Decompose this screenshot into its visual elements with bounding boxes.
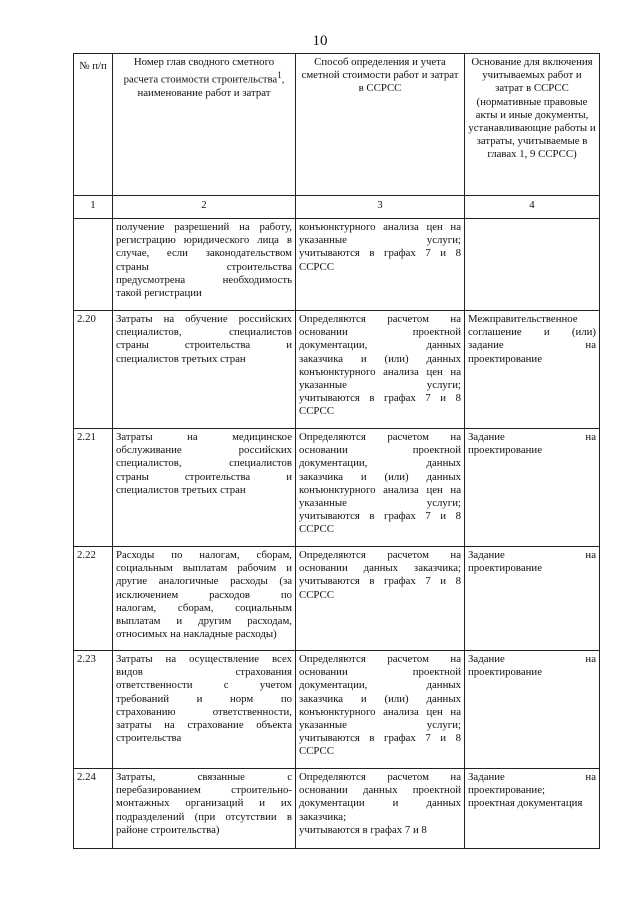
row-number: 2.23 (74, 651, 113, 769)
method-line: заказчика; (299, 810, 347, 823)
name-line: строительства (116, 732, 182, 745)
name-line: регистрацию юридического лица в (116, 234, 292, 247)
cell-basis (465, 429, 600, 547)
name-line: Затраты, связанные с (116, 771, 292, 783)
cell-basis (465, 651, 600, 769)
cell-method (296, 651, 465, 769)
method-line: основании проектной (299, 326, 461, 339)
method-line: Определяются расчетом на (299, 313, 461, 325)
name-line: Расходы по налогам, сборам, (116, 549, 292, 561)
basis-line: проектная документация (468, 797, 583, 810)
header-basis: Основание для включения учитываемых работ и затрат в ССРСС (нормативные правовые акты и иные документы, устанавливающие работы и затраты, учитываемые в главах 1, 9 ССРСС) (465, 54, 600, 196)
name-line: социальным выплатам рабочим и (116, 562, 292, 575)
header-method: Способ определения и учета сметной стоимости работ и затрат в ССРСС (296, 54, 465, 196)
name-line: Затраты на обучение российских (116, 313, 292, 325)
name-line: специалистов, специалистов (116, 457, 292, 470)
method-line: указанные услуги; (299, 497, 461, 510)
name-line: Затраты на медицинское (116, 431, 292, 443)
method-line: Определяются расчетом на (299, 549, 461, 561)
method-line: конъюнктурного анализа цен на (299, 221, 461, 233)
name-line: выплатам и другим расходам, (116, 615, 292, 628)
estimate-table (73, 53, 600, 849)
name-line: относимых на накладные расходы) (116, 628, 277, 641)
method-line: учитываются в графах 7 и 8 (299, 732, 461, 745)
name-line: страны строительства и (116, 470, 292, 483)
table-body (74, 196, 600, 849)
row-number: 2.24 (74, 769, 113, 849)
method-line: основании данных заказчика; (299, 562, 461, 575)
name-line: налогам, сборам, социальным (116, 601, 292, 614)
basis-line: Межправительственное (468, 313, 578, 325)
method-line: указанные услуги; (299, 719, 461, 732)
header-chapter-tail: , наименование работ и затрат (137, 73, 285, 99)
name-line: исключением расходов по (116, 588, 292, 601)
method-line: конъюнктурного анализа цен на (299, 483, 461, 496)
name-line: страхованию ответственности, (116, 705, 292, 718)
name-line: перебазированием строительно- (116, 784, 292, 797)
name-line: такой регистрации (116, 287, 202, 300)
method-line: Определяются расчетом на (299, 653, 461, 665)
name-line: требований и норм по (116, 692, 292, 705)
basis-line: проектирование (468, 352, 542, 365)
cell-name (113, 219, 296, 311)
method-line: учитываются в графах 7 и 8 (299, 247, 461, 260)
row-number (74, 219, 113, 311)
name-line: специалистов третьих стран (116, 483, 246, 496)
method-line: ССРСС (299, 260, 334, 273)
name-line: обслуживание российских (116, 444, 292, 457)
header-num: № п/п (74, 54, 113, 196)
cell-name (113, 547, 296, 651)
table-row (74, 769, 600, 849)
basis-line: проектирование (468, 666, 542, 679)
column-number: 2 (113, 196, 296, 219)
method-line: Определяются расчетом на (299, 431, 461, 443)
basis-line: Задание на (468, 771, 596, 783)
method-line: документации, данных (299, 679, 461, 692)
cell-method (296, 219, 465, 311)
name-line: страны строительства и (116, 339, 292, 352)
column-number: 1 (74, 196, 113, 219)
method-line: ССРСС (299, 745, 334, 758)
method-line: основании проектной (299, 666, 461, 679)
column-number: 4 (465, 196, 600, 219)
cell-basis (465, 311, 600, 429)
page-number: 10 (312, 33, 328, 49)
cell-name (113, 311, 296, 429)
row-number: 2.22 (74, 547, 113, 651)
method-line: Определяются расчетом на (299, 771, 461, 783)
column-numbers-row (74, 196, 600, 219)
method-line: ССРСС (299, 588, 334, 601)
name-line: подразделений (при отсутствии в (116, 810, 292, 823)
basis-line: Задание на (468, 431, 596, 443)
name-line: другие аналогичные расходы (за (116, 575, 292, 588)
method-line: учитываются в графах 7 и 8 (299, 575, 461, 588)
basis-line: проектирование (468, 444, 542, 457)
cell-method (296, 769, 465, 849)
table-row (74, 547, 600, 651)
cell-method (296, 547, 465, 651)
cell-basis (465, 547, 600, 651)
method-line: документации, данных (299, 457, 461, 470)
cell-name (113, 769, 296, 849)
name-line: случае, если законодательством (116, 247, 292, 260)
table-row (74, 429, 600, 547)
header-chapter-text: Номер глав сводного сметного расчета стоимости строительства (123, 56, 278, 86)
name-line: затраты на страхование объекта (116, 719, 292, 732)
method-line: конъюнктурного анализа цен на (299, 365, 461, 378)
name-line: ответственности с учетом (116, 679, 292, 692)
basis-line: проектирование (468, 562, 542, 575)
method-line: основании данных проектной (299, 784, 461, 797)
basis-line: Задание на (468, 653, 596, 665)
name-line: видов страхования (116, 666, 292, 679)
method-line: указанные услуги; (299, 234, 461, 247)
method-line: заказчика и (или) данных (299, 352, 461, 365)
method-line: учитываются в графах 7 и 8 (299, 510, 461, 523)
basis-line: проектирование; (468, 784, 545, 797)
row-number: 2.21 (74, 429, 113, 547)
method-line: учитываются в графах 7 и 8 (299, 823, 427, 836)
method-line: указанные услуги; (299, 379, 461, 392)
header-chapter (113, 54, 296, 196)
name-line: специалистов, специалистов (116, 326, 292, 339)
row-number: 2.20 (74, 311, 113, 429)
footnote-mark: 1 (277, 70, 282, 81)
name-line: районе строительства) (116, 823, 220, 836)
name-line: монтажных организаций и их (116, 797, 292, 810)
table-row (74, 651, 600, 769)
name-line: Затраты на осуществление всех (116, 653, 292, 665)
column-number: 3 (296, 196, 465, 219)
method-line: учитываются в графах 7 и 8 (299, 392, 461, 405)
method-line: конъюнктурного анализа цен на (299, 705, 461, 718)
basis-line: задание на (468, 339, 596, 352)
cell-basis (465, 769, 600, 849)
table-row (74, 219, 600, 311)
cell-method (296, 311, 465, 429)
basis-line: Задание на (468, 549, 596, 561)
cell-method (296, 429, 465, 547)
table-header (74, 54, 600, 196)
method-line: документации, данных (299, 339, 461, 352)
table-row (74, 311, 600, 429)
method-line: заказчика и (или) данных (299, 692, 461, 705)
method-line: документации и данных (299, 797, 461, 810)
cell-name (113, 651, 296, 769)
name-line: получение разрешений на работу, (116, 221, 292, 233)
name-line: предусмотрена необходимость (116, 273, 292, 286)
method-line: ССРСС (299, 405, 334, 418)
name-line: специалистов третьих стран (116, 352, 246, 365)
method-line: основании проектной (299, 444, 461, 457)
name-line: страны строительства (116, 260, 292, 273)
cell-name (113, 429, 296, 547)
method-line: заказчика и (или) данных (299, 470, 461, 483)
basis-line: соглашение и (или) (468, 326, 596, 339)
cell-basis (465, 219, 600, 311)
method-line: ССРСС (299, 523, 334, 536)
